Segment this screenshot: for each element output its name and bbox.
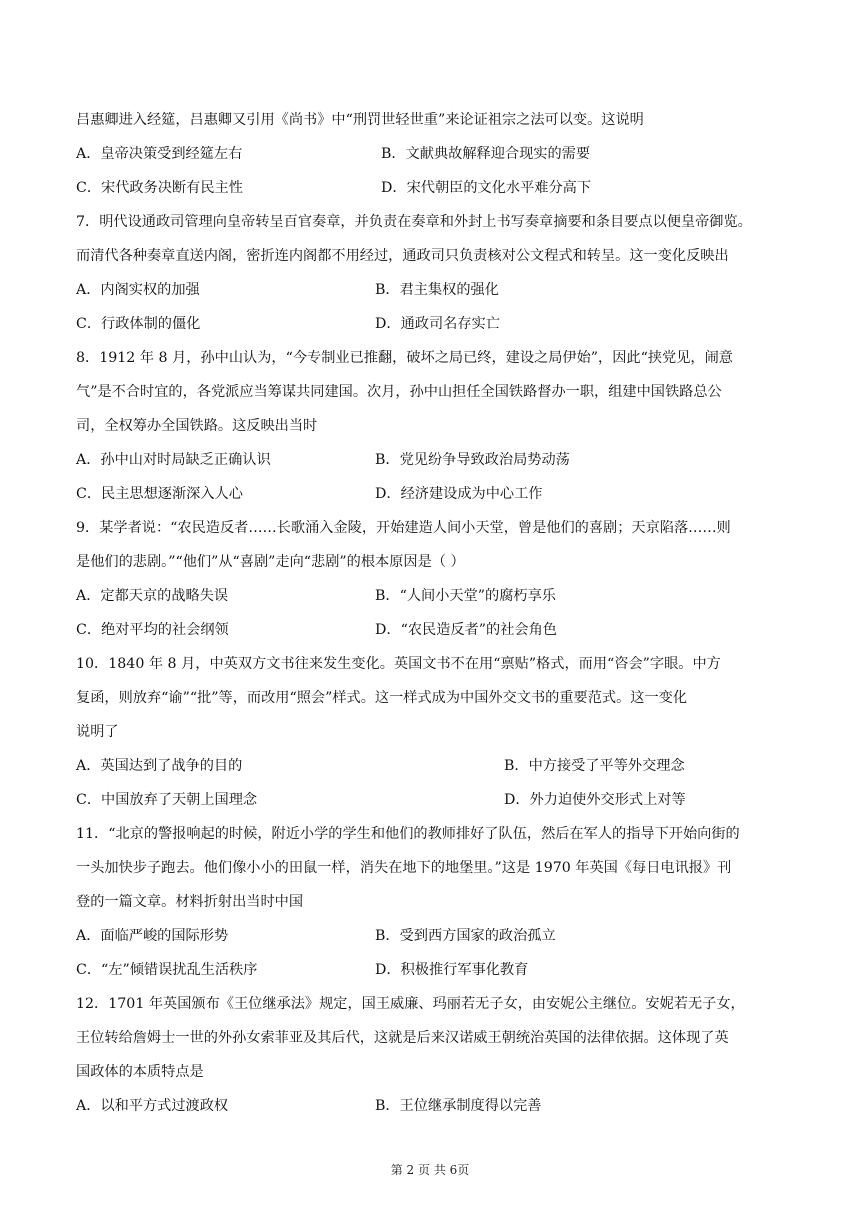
q10-option-b: B．中方接受了平等外交理念 <box>504 758 685 774</box>
q11-option-c: C．“左”倾错误扰乱生活秩序 <box>76 962 258 978</box>
q10-option-c: C．中国放弃了天朝上国理念 <box>76 792 258 808</box>
q9-option-c: C．绝对平均的社会纲领 <box>76 622 229 638</box>
page-number-footer: 第 2 页 共 6页 <box>390 1163 470 1177</box>
q9-option-a: A．定都天京的战略失误 <box>76 588 229 604</box>
q8-option-c: C．民主思想逐渐深入人心 <box>76 486 243 502</box>
q12-text-line-2: 王位转给詹姆士一世的外孙女索菲亚及其后代，这就是后来汉诺威王朝统治英国的法律依据。这体现了英 <box>76 1030 729 1046</box>
q10-option-a: A．英国达到了战争的目的 <box>76 758 243 774</box>
q8-option-b: B．党见纷争导致政治局势动荡 <box>375 452 570 468</box>
q10-text-line-1: 10．1840 年 8 月，中英双方文书往来发生变化。英国文书不在用“禀贴”格式，而用“咨会”字眼。中方 <box>76 656 721 672</box>
q7-option-c: C．行政体制的僵化 <box>76 316 201 332</box>
q12-option-a: A．以和平方式过渡政权 <box>76 1098 229 1114</box>
q10-text-line-2: 复函，则放弃“谕”“批”等，而改用“照会”样式。这一样式成为中国外交文书的重要范式。这一变化 <box>76 690 688 706</box>
q11-text-line-1: 11．“北京的警报响起的时候，附近小学的学生和他们的教师排好了队伍，然后在军人的指导下开始向街的 <box>76 826 740 842</box>
q8-text-line-1: 8．1912 年 8 月，孙中山认为，“今专制业已推翻，破坏之局已终，建设之局伊始”，因此“挟党见，闹意 <box>76 350 733 366</box>
q10-text-line-3: 说明了 <box>76 724 119 740</box>
q8-text-line-3: 司，全权筹办全国铁路。这反映出当时 <box>76 418 318 434</box>
q12-option-b: B．王位继承制度得以完善 <box>375 1098 542 1114</box>
q8-option-d: D．经济建设成为中心工作 <box>375 486 543 502</box>
q6-option-d: D．宋代朝臣的文化水平难分高下 <box>381 180 592 196</box>
q7-text-line-2: 而清代各种奏章直送内阁，密折连内阁都不用经过，通政司只负责核对公文程式和转呈。这一变化反映出 <box>76 248 729 264</box>
q12-text-line-3: 国政体的本质特点是 <box>76 1064 204 1080</box>
q12-text-line-1: 12．1701 年英国颁布《王位继承法》规定，国王威廉、玛丽若无子女，由安妮公主继位。安妮若无子女， <box>76 996 745 1012</box>
q11-text-line-2: 一头加快步子跑去。他们像小小的田鼠一样，消失在地下的地堡里。”这是 1970 年英国《每日电讯报》刊 <box>76 860 732 876</box>
q8-option-a: A．孙中山对时局缺乏正确认识 <box>76 452 271 468</box>
q6-option-b: B．文献典故解释迎合现实的需要 <box>381 146 591 162</box>
q11-option-b: B．受到西方国家的政治孤立 <box>375 928 556 944</box>
q7-option-d: D．通政司名存实亡 <box>375 316 500 332</box>
q6-text-line: 吕惠卿进入经筵，吕惠卿又引用《尚书》中“刑罚世轻世重”来论证祖宗之法可以变。这说明 <box>76 112 644 128</box>
q9-text-line-2: 是他们的悲剧。”“他们”从“喜剧”走向“悲剧”的根本原因是（ ） <box>76 554 465 570</box>
q7-option-b: B．君主集权的强化 <box>375 282 499 298</box>
q11-option-a: A．面临严峻的国际形势 <box>76 928 229 944</box>
q8-text-line-2: 气”是不合时宜的，各党派应当筹谋共同建国。次月，孙中山担任全国铁路督办一职，组建中国铁路总公 <box>76 384 722 400</box>
q7-text-line-1: 7．明代设通政司管理向皇帝转呈百官奏章，并负责在奏章和外封上书写奏章摘要和条目要点以便皇帝御览。 <box>76 214 752 230</box>
q6-option-c: C．宋代政务决断有民主性 <box>76 180 243 196</box>
q9-text-line-1: 9．某学者说：“农民造反者……长歌涌入金陵，开始建造人间小天堂，曾是他们的喜剧；天京陷落……则 <box>76 520 731 536</box>
q10-option-d: D．外力迫使外交形式上对等 <box>504 792 686 808</box>
q9-option-b: B．“人间小天堂”的腐朽享乐 <box>375 588 556 604</box>
q11-option-d: D．积极推行军事化教育 <box>375 962 529 978</box>
q7-option-a: A．内阁实权的加强 <box>76 282 200 298</box>
q6-option-a: A．皇帝决策受到经筵左右 <box>76 146 243 162</box>
q9-option-d: D．“农民造反者”的社会角色 <box>375 622 557 638</box>
q11-text-line-3: 登的一篇文章。材料折射出当时中国 <box>76 894 304 910</box>
